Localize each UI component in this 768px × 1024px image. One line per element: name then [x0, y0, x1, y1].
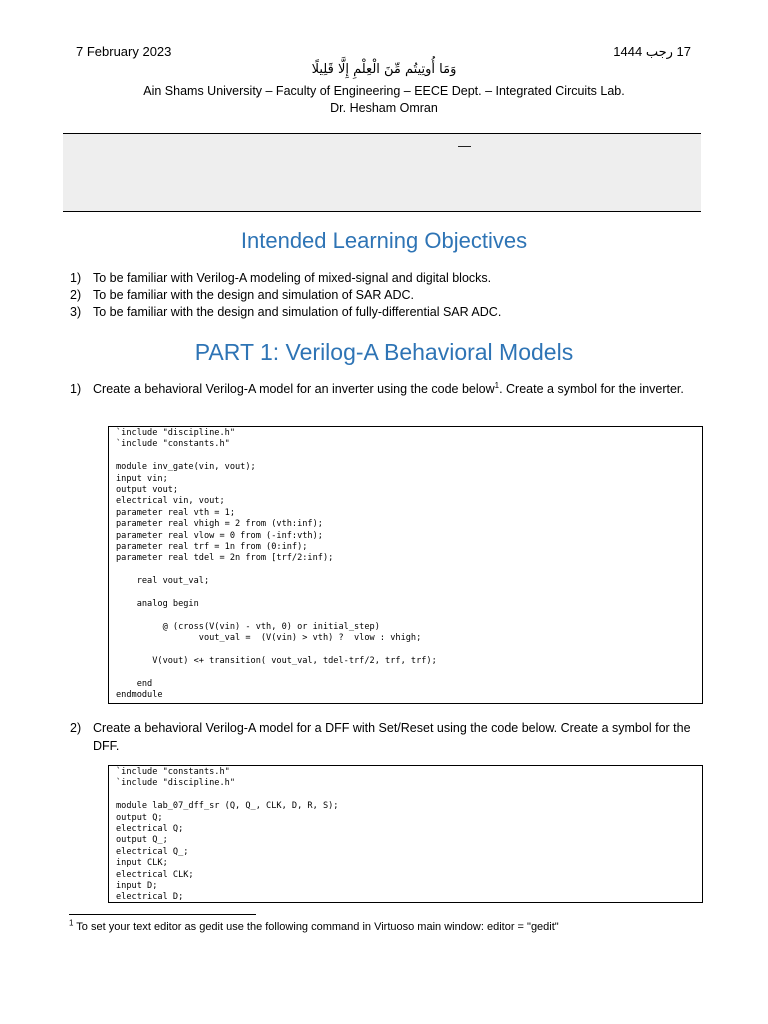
- list-item: [70, 304, 700, 321]
- list-item: [70, 287, 700, 304]
- task-1-text: [70, 381, 700, 399]
- list-item-number: 3): [70, 305, 82, 319]
- footnote-reference[interactable]: 1: [494, 380, 500, 390]
- task-1-number: 1): [70, 382, 82, 396]
- inverter-code: `include "discipline.h" `include "constants.h" module inv_gate(vin, vout); input vin; output vout; electrical vin, vout; parameter real vth = 1; parameter real vhigh = 2 from (vth:inf); parameter real vlow = 0 from (-inf:vth); parameter real trf = 1n from (0:inf); parameter real tdel = 2n from [trf/2:inf); real vout_val; analog begin @ (cross(V(vin) - vth, 0) or initial_step) vout_val = (V(vin) > vth) ? vlow : vhigh; V(vout) <+ transition( vout_val, tdel-trf/2, trf, trf); end endmodule: [116, 428, 437, 701]
- footnote-text: To set your text editor as gedit use the following command in Virtuoso main window: editor = "gedit": [73, 921, 559, 933]
- list-item-text: To be familiar with Verilog-A modeling of mixed-signal and digital blocks.: [93, 271, 492, 285]
- header-instructor: Dr. Hesham Omran: [330, 101, 438, 115]
- list-item-text: To be familiar with the design and simulation of fully-differential SAR ADC.: [93, 305, 502, 319]
- dff-code-box: [108, 765, 703, 903]
- ilo-list: [70, 270, 700, 321]
- task-1-text-after: . Create a symbol for the inverter.: [499, 382, 684, 396]
- list-item-text: To be familiar with the design and simulation of SAR ADC.: [93, 288, 414, 302]
- dff-code: `include "constants.h" `include "discipline.h" module lab_07_dff_sr (Q, Q_, CLK, D, R, S); output Q; electrical Q; output Q_; electrical Q_; input CLK; electrical CLK; input D; electrical D;: [116, 767, 339, 903]
- task-1: [70, 381, 700, 399]
- list-item-number: 1): [70, 271, 82, 285]
- task-2-number: 2): [70, 721, 82, 735]
- part1-heading: PART 1: Verilog-A Behavioral Models: [194, 339, 574, 365]
- list-item: [70, 270, 700, 287]
- footnote-mark: 1: [69, 918, 74, 928]
- inverter-code-box: [108, 426, 703, 704]
- list-item-number: 2): [70, 288, 82, 302]
- header-date: 7 February 2023: [76, 44, 172, 59]
- ilo-heading: Intended Learning Objectives: [240, 228, 528, 253]
- task-2-text: Create a behavioral Verilog-A model for a DFF with Set/Reset using the code below. Create a symbol for the DFF.: [93, 721, 691, 753]
- footnote-separator: [69, 914, 256, 915]
- lab-title-box: [63, 133, 701, 212]
- header-affiliation: Ain Shams University – Faculty of Engineering – EECE Dept. – Integrated Circuits Lab.: [143, 84, 625, 98]
- task-1-text-before: Create a behavioral Verilog-A model for an inverter using the code below: [93, 382, 495, 396]
- task-2: [70, 720, 700, 755]
- header-arabic-verse: وَمَا أُوتِيتُم مِّنَ الْعِلْمِ إِلَّا قَلِيلًا: [311, 62, 457, 77]
- title-box-dash: —: [458, 138, 471, 153]
- header-hijri-date: 17 رجب 1444: [613, 44, 691, 59]
- footnote: [69, 918, 559, 933]
